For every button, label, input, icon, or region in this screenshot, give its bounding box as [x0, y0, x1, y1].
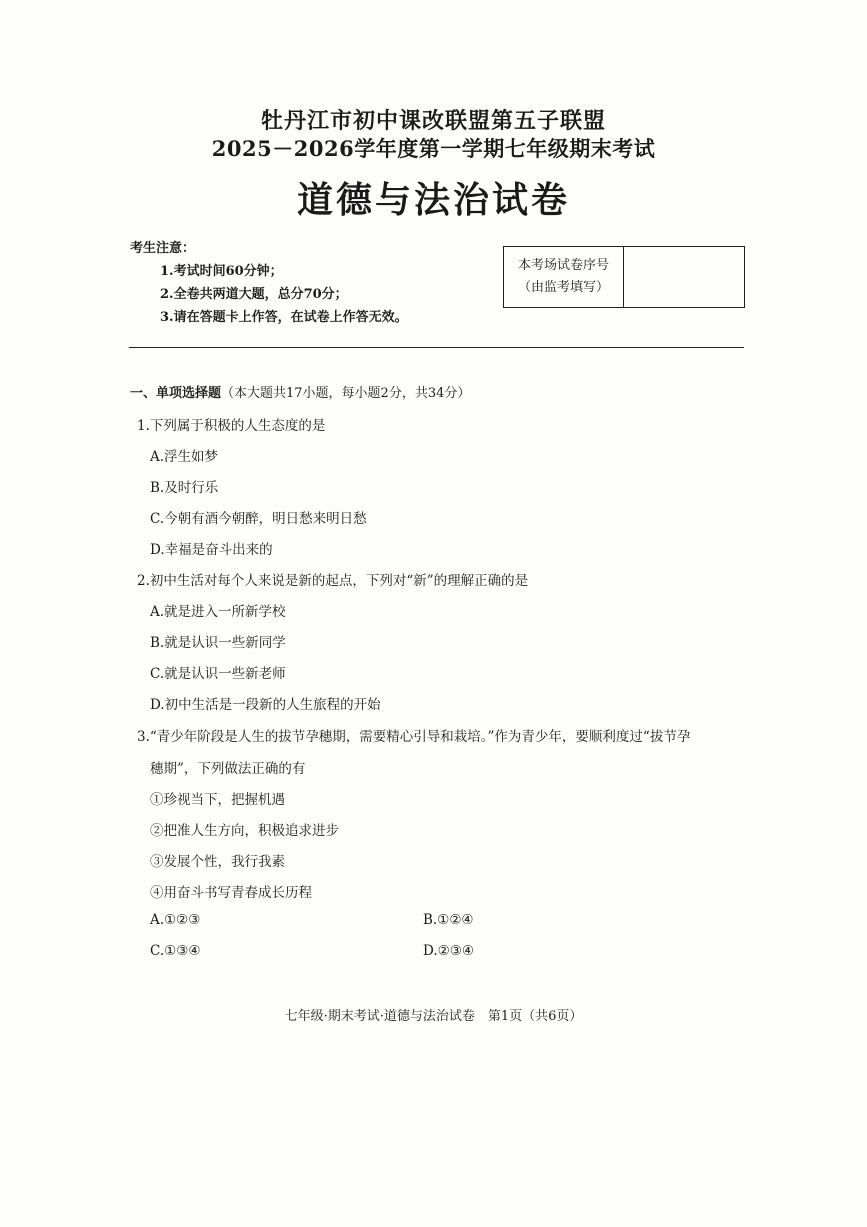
seat-number-box: [503, 246, 745, 308]
section-title: 一、单项选择题: [130, 386, 222, 401]
seat-label-line1: 本考场试卷序号: [517, 258, 609, 273]
exam-term-title: 2025－2026学年度第一学期七年级期末考试: [211, 136, 656, 161]
divider: [129, 347, 744, 348]
question-stem-continued: 穗期”，下列做法正确的有: [150, 761, 306, 777]
notice-heading: 考生注意：: [130, 241, 196, 256]
answer-option: A.①②③: [150, 912, 201, 928]
answer-option: D.幸福是奋斗出来的: [150, 542, 273, 558]
answer-option: C.就是认识一些新老师: [150, 666, 286, 682]
answer-option: C.今朝有酒今朝醉，明日愁来明日愁: [150, 511, 367, 527]
answer-option: B.及时行乐: [150, 480, 219, 496]
answer-option: C.①③④: [150, 943, 201, 959]
statement-item: ③发展个性，我行我素: [150, 854, 285, 870]
page-footer: 七年级·期末考试·道德与法治试卷 第1页（共6页）: [284, 1009, 583, 1024]
seat-number-field[interactable]: [625, 247, 744, 307]
answer-option: A.浮生如梦: [150, 449, 219, 465]
seat-number-label: [504, 247, 624, 307]
answer-option: D.②③④: [423, 943, 474, 959]
answer-option: B.①②④: [423, 912, 474, 928]
answer-option: A.就是进入一所新学校: [150, 604, 286, 620]
notice-item: 1.考试时间60分钟；: [160, 264, 283, 279]
section-note: （本大题共17小题，每小题2分，共34分）: [221, 386, 471, 401]
statement-item: ①珍视当下，把握机遇: [150, 792, 285, 808]
question-stem: 1.下列属于积极的人生态度的是: [137, 418, 326, 434]
answer-option: B.就是认识一些新同学: [150, 635, 286, 651]
seat-label-line2: （由监考填写）: [517, 280, 609, 295]
section-heading: [130, 382, 470, 401]
statement-item: ②把准人生方向，积极追求进步: [150, 823, 339, 839]
notice-item: 3.请在答题卡上作答，在试卷上作答无效。: [160, 310, 408, 325]
answer-option: D.初中生活是一段新的人生旅程的开始: [150, 697, 381, 713]
exam-union-title: 牡丹江市初中课改联盟第五子联盟: [260, 108, 606, 134]
notice-item: 2.全卷共两道大题，总分70分；: [160, 287, 348, 302]
statement-item: ④用奋斗书写青春成长历程: [150, 885, 312, 901]
question-stem: 3.“青少年阶段是人生的拔节孕穗期，需要精心引导和栽培。”作为青少年，要顺利度过“拔节孕: [137, 729, 691, 745]
paper-title: 道德与法治试卷: [296, 180, 570, 221]
question-stem: 2.初中生活对每个人来说是新的起点，下列对“新”的理解正确的是: [137, 573, 529, 589]
